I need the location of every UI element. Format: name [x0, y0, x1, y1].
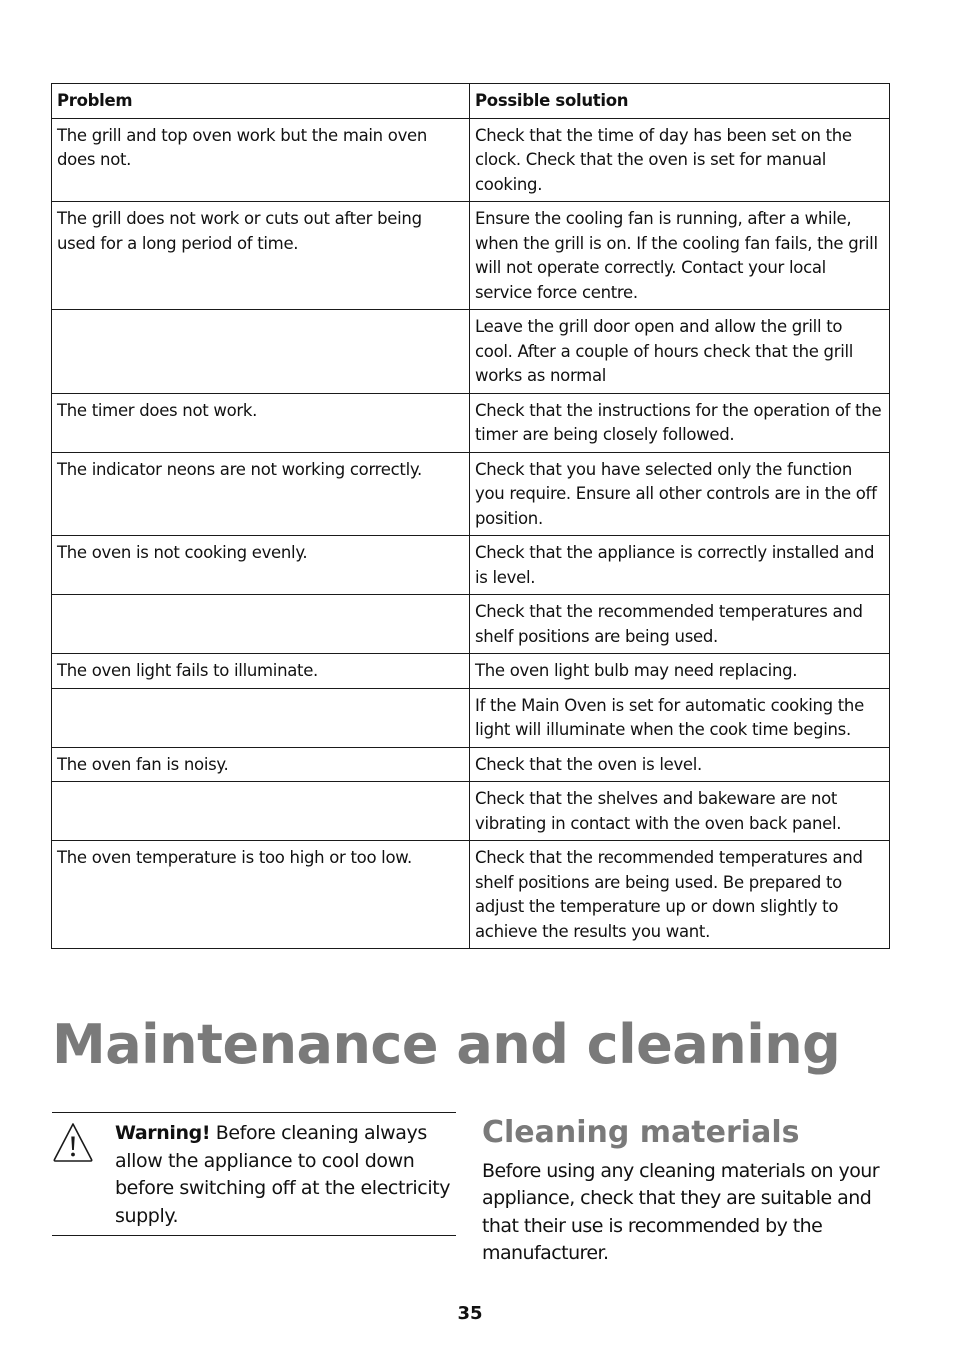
troubleshooting-table [51, 83, 890, 949]
warning-label: Warning! [115, 1122, 211, 1144]
cleaning-materials-heading: Cleaning materials [482, 1115, 800, 1150]
problem-cell: The oven fan is noisy. [52, 747, 470, 782]
problem-cell [52, 310, 470, 394]
table-row [52, 536, 890, 595]
solution-cell: Check that the recommended temperatures and shelf positions are being used. Be prepared to adjust the temperature up or down slightly to achieve the results you want. [470, 841, 890, 949]
table-row [52, 118, 890, 202]
solution-cell: Check that you have selected only the function you require. Ensure all other controls are in the off position. [470, 452, 890, 536]
solution-cell: Check that the oven is level. [470, 747, 890, 782]
solution-cell: Check that the instructions for the operation of the timer are being closely followed. [470, 393, 890, 452]
solution-cell: Ensure the cooling fan is running, after a while, when the grill is on. If the cooling fan fails, the grill will not operate correctly. Contact your local service force centre. [470, 202, 890, 310]
table-row [52, 595, 890, 654]
table-row [52, 841, 890, 949]
table-row [52, 310, 890, 394]
problem-cell: The timer does not work. [52, 393, 470, 452]
problem-cell: The oven temperature is too high or too low. [52, 841, 470, 949]
table-row [52, 452, 890, 536]
warning-box [52, 1112, 456, 1236]
section-title: Maintenance and cleaning [52, 1013, 841, 1076]
problem-cell [52, 782, 470, 841]
table-row [52, 747, 890, 782]
table-header-row [52, 84, 890, 119]
solution-cell: Leave the grill door open and allow the grill to cool. After a couple of hours check that the grill works as normal [470, 310, 890, 394]
solution-cell: The oven light bulb may need replacing. [470, 654, 890, 689]
solution-cell: If the Main Oven is set for automatic cooking the light will illuminate when the cook time begins. [470, 688, 890, 747]
solution-cell: Check that the recommended temperatures and shelf positions are being used. [470, 595, 890, 654]
warning-body: Before cleaning always allow the appliance to cool down before switching off at the electricity supply. [115, 1122, 451, 1227]
table-row [52, 688, 890, 747]
table-row [52, 654, 890, 689]
table-row [52, 782, 890, 841]
problem-cell: The grill and top oven work but the main oven does not. [52, 118, 470, 202]
header-problem: Problem [52, 84, 470, 119]
page-number: 35 [457, 1303, 483, 1324]
warning-triangle-icon [52, 1121, 94, 1163]
header-possible-solution: Possible solution [470, 84, 890, 119]
table-row [52, 393, 890, 452]
problem-cell: The grill does not work or cuts out after being used for a long period of time. [52, 202, 470, 310]
solution-cell: Check that the shelves and bakeware are not vibrating in contact with the oven back panel. [470, 782, 890, 841]
problem-cell: The oven is not cooking evenly. [52, 536, 470, 595]
problem-cell [52, 688, 470, 747]
solution-cell: Check that the appliance is correctly installed and is level. [470, 536, 890, 595]
cleaning-materials-text: Before using any cleaning materials on your appliance, check that they are suitable and that their use is recommended by the manufacturer. [482, 1160, 880, 1264]
problem-cell: The oven light fails to illuminate. [52, 654, 470, 689]
table-row [52, 202, 890, 310]
solution-cell: Check that the time of day has been set on the clock. Check that the oven is set for manual cooking. [470, 118, 890, 202]
problem-cell [52, 595, 470, 654]
warning-text [115, 1120, 455, 1230]
problem-cell: The indicator neons are not working correctly. [52, 452, 470, 536]
